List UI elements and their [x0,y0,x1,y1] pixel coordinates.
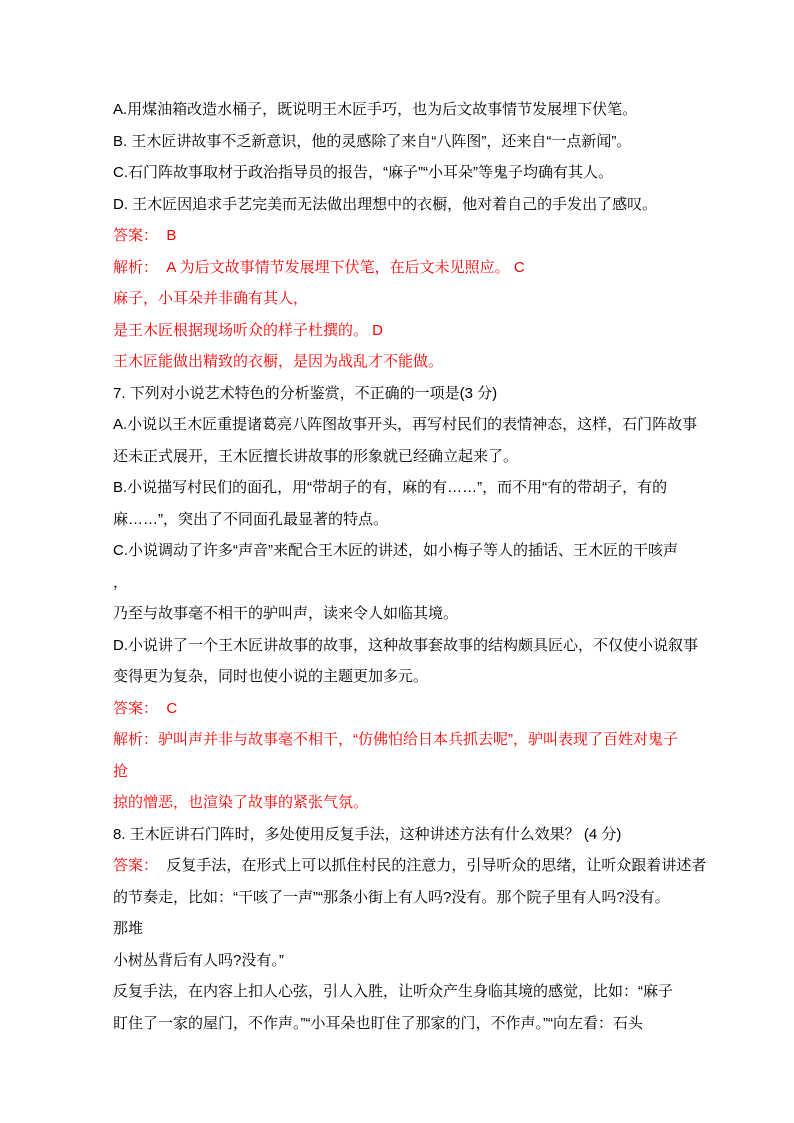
text-line [113,441,688,473]
text-line [113,157,688,189]
text-line [113,94,688,126]
text-segment: 还未正式展开，王木匠擅长讲故事的形象就已经确立起来了。 [113,447,519,465]
text-line [113,913,688,945]
text-line [113,252,688,284]
text-line [113,693,688,725]
text-line [113,346,688,378]
text-segment: 小树丛背后有人吗?没有。” [113,951,284,969]
text-segment: 反复手法，在形式上可以抓住村民的注意力，引导听众的思绪，让听众跟着讲述者 [166,857,707,874]
text-line [113,661,688,693]
text-segment: C.小说调动了许多“声音”来配合王木匠的讲述，如小梅子等人的插话、王木匠的干咳声 [113,542,678,559]
text-line [113,378,688,410]
text-segment: ， [113,573,129,591]
text-line [113,756,688,788]
text-segment: B.小说描写村民们的面孔，用“带胡子的有，麻的有……”，而不用“有的带胡子，有的 [113,479,668,496]
text-line [113,976,688,1008]
text-line [113,598,688,630]
answer-text-segment: 解析： A 为后文故事情节发展埋下伏笔，在后文未见照应。 C [113,258,525,276]
answer-text-segment: 麻子，小耳朵并非确有其人， [113,290,309,307]
text-segment: 那堆 [113,920,144,937]
text-line [113,945,688,977]
text-line [113,409,698,441]
document-body [113,94,707,1039]
text-segment: 8. 王木匠讲石门阵时，多处使用反复手法，这种讲述方法有什么效果？ (4 分) [113,825,622,843]
text-line [113,819,688,851]
text-segment: 乃至与故事毫不相干的驴叫声，读来令人如临其境。 [113,605,459,622]
answer-text-segment: 答案： B [113,227,177,244]
text-line [113,535,688,567]
text-line [113,882,688,914]
text-segment: B. 王木匠讲故事不乏新意识，他的灵感除了来自“八阵图”，还来自“一点新闻”。 [113,132,632,150]
answer-text-segment: 答案： [113,857,167,874]
text-segment: 盯住了一家的屋门，不作声。”“小耳朵也盯住了那家的门，不作声。”“向左看：石头 [113,1014,643,1032]
text-segment: 变得更为复杂，同时也使小说的主题更加多元。 [113,668,429,685]
text-line [113,850,707,882]
text-segment: A.用煤油箱改造水桶子，既说明王木匠手巧，也为后文故事情节发展埋下伏笔。 [113,101,638,118]
text-segment: 7. 下列对小说艺术特色的分析鉴赏，不正确的一项是(3 分) [113,384,498,402]
text-line [113,1008,688,1040]
text-segment: D.小说讲了一个王木匠讲故事的故事，这种故事套故事的结构颇具匠心，不仅使小说叙事 [113,636,699,654]
answer-text-segment: 掠的憎恶，也渲染了故事的紧张气氛。 [113,794,369,811]
text-segment: D. 王木匠因追求手艺完美而无法做出理想中的衣橱，他对着自己的手发出了感叹。 [113,195,658,213]
answer-text-segment: 抢 [113,762,129,780]
text-segment: 反复手法，在内容上扣人心弦，引人入胜，让听众产生身临其境的感觉，比如：“麻子 [113,983,673,1000]
text-line [113,189,688,221]
text-segment: A.小说以王木匠重提诸葛亮八阵图故事开头，再写村民们的表情神态，这样，石门阵故事 [113,416,698,433]
answer-text-segment: 答案： C [113,699,178,717]
answer-text-segment: 是王木匠根据现场听众的样子杜撰的。 D [113,321,384,339]
answer-text-segment: 王木匠能做出精致的衣橱，是因为战乱才不能做。 [113,353,444,370]
text-line [113,630,699,662]
text-line [113,787,688,819]
answer-text-segment: 解析：驴叫声并非与故事毫不相干，“仿佛怕给日本兵抓去呢”，驴叫表现了百姓对鬼子 [113,731,678,748]
text-line [113,724,688,756]
text-line [113,504,688,536]
text-segment: 麻……”，突出了不同面孔最显著的特点。 [113,510,388,528]
text-line [113,126,688,158]
text-line [113,472,688,504]
text-line [113,315,688,347]
text-line [113,220,688,252]
text-segment: 的节奏走，比如：“干咳了一声”“那条小街上有人吗?没有。那个院子里有人吗?没有。 [113,888,670,906]
text-line [113,567,688,599]
text-segment: C.石门阵故事取材于政治指导员的报告，“麻子”“小耳朵”等鬼子均确有其人。 [113,164,613,181]
text-line [113,283,688,315]
